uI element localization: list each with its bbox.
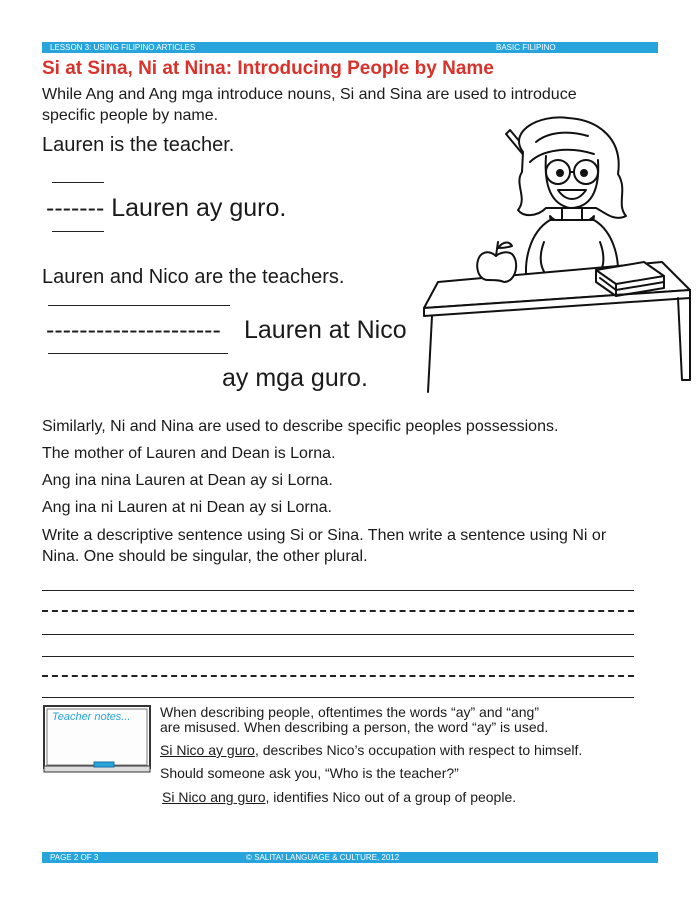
- example1-english: Lauren is the teacher.: [42, 134, 235, 156]
- note-explain-2: , identifies Nico out of a group of people.: [265, 789, 517, 805]
- instruction-line-1: Write a descriptive sentence using Si or Sina. Then write a sentence using Ni or: [42, 527, 607, 544]
- writing-line[interactable]: [42, 590, 634, 591]
- sentence-3: Ang ina ni Lauren at ni Dean ay si Lorna.: [42, 499, 332, 516]
- footer-page: PAGE 2 OF 3: [50, 853, 99, 862]
- header-lesson: LESSON 3: USING FILIPINO ARTICLES: [50, 43, 196, 52]
- board-label: Teacher notes...: [52, 711, 131, 723]
- note-example-1: Si Nico ay guro: [160, 742, 255, 758]
- writing-line[interactable]: [42, 697, 634, 698]
- note-explain-1: , describes Nico’s occupation with respect to himself.: [254, 742, 583, 758]
- note-line-1: When describing people, oftentimes the words “ay” and “ang”: [160, 704, 539, 720]
- writing-guide-line: [42, 675, 634, 677]
- example1-blank: -------: [46, 194, 105, 222]
- header-course: BASIC FILIPINO: [496, 43, 556, 52]
- note-line-5: [162, 789, 516, 805]
- intro-text-a: While Ang and Ang mga introduce nouns,: [42, 86, 340, 103]
- example2-english: Lauren and Nico are the teachers.: [42, 266, 345, 288]
- blank-line: [48, 353, 228, 354]
- similarly-line: [42, 416, 558, 437]
- intro-line-2: specific people by name.: [42, 107, 219, 124]
- example2-blank: ---------------------: [46, 316, 221, 344]
- intro-text-b: Si and Sina: [339, 86, 422, 103]
- instruction-line-2: Nina. One should be singular, the other plural.: [42, 548, 368, 565]
- intro-line-1: [42, 84, 577, 105]
- example2-sentence-1: Lauren at Nico: [244, 316, 407, 344]
- similarly-c: are used to describe specific peoples possessions.: [193, 418, 559, 435]
- writing-line[interactable]: [42, 634, 634, 635]
- sentence-2: Ang ina nina Lauren at Dean ay si Lorna.: [42, 472, 333, 489]
- note-line-2: are misused. When describing a person, the word “ay” is used.: [160, 719, 549, 735]
- page-title: Si at Sina, Ni at Nina: Introducing People by Name: [42, 58, 494, 79]
- note-line-3: [160, 742, 582, 758]
- footer-bar: [42, 852, 658, 863]
- header-bar: [42, 42, 658, 53]
- writing-guide-line: [42, 610, 634, 612]
- example1-sentence: Lauren ay guro.: [104, 194, 287, 222]
- example2-sentence-2: ay mga guro.: [222, 364, 368, 392]
- intro-text-c: are used to introduce: [421, 86, 577, 103]
- blank-line: [52, 231, 104, 232]
- footer-copyright: © SALITA! LANGUAGE & CULTURE, 2012: [246, 853, 400, 862]
- blank-line: [48, 305, 230, 306]
- note-example-2: Si Nico ang guro: [162, 789, 266, 805]
- similarly-b: Ni and Nina: [110, 418, 194, 435]
- similarly-a: Similarly,: [42, 418, 111, 435]
- note-line-4: Should someone ask you, “Who is the teacher?”: [160, 765, 459, 781]
- teacher-illustration: [418, 112, 700, 412]
- blank-line: [52, 182, 104, 183]
- sentence-1: The mother of Lauren and Dean is Lorna.: [42, 445, 336, 462]
- example1-filipino: [46, 194, 286, 223]
- writing-line[interactable]: [42, 656, 634, 657]
